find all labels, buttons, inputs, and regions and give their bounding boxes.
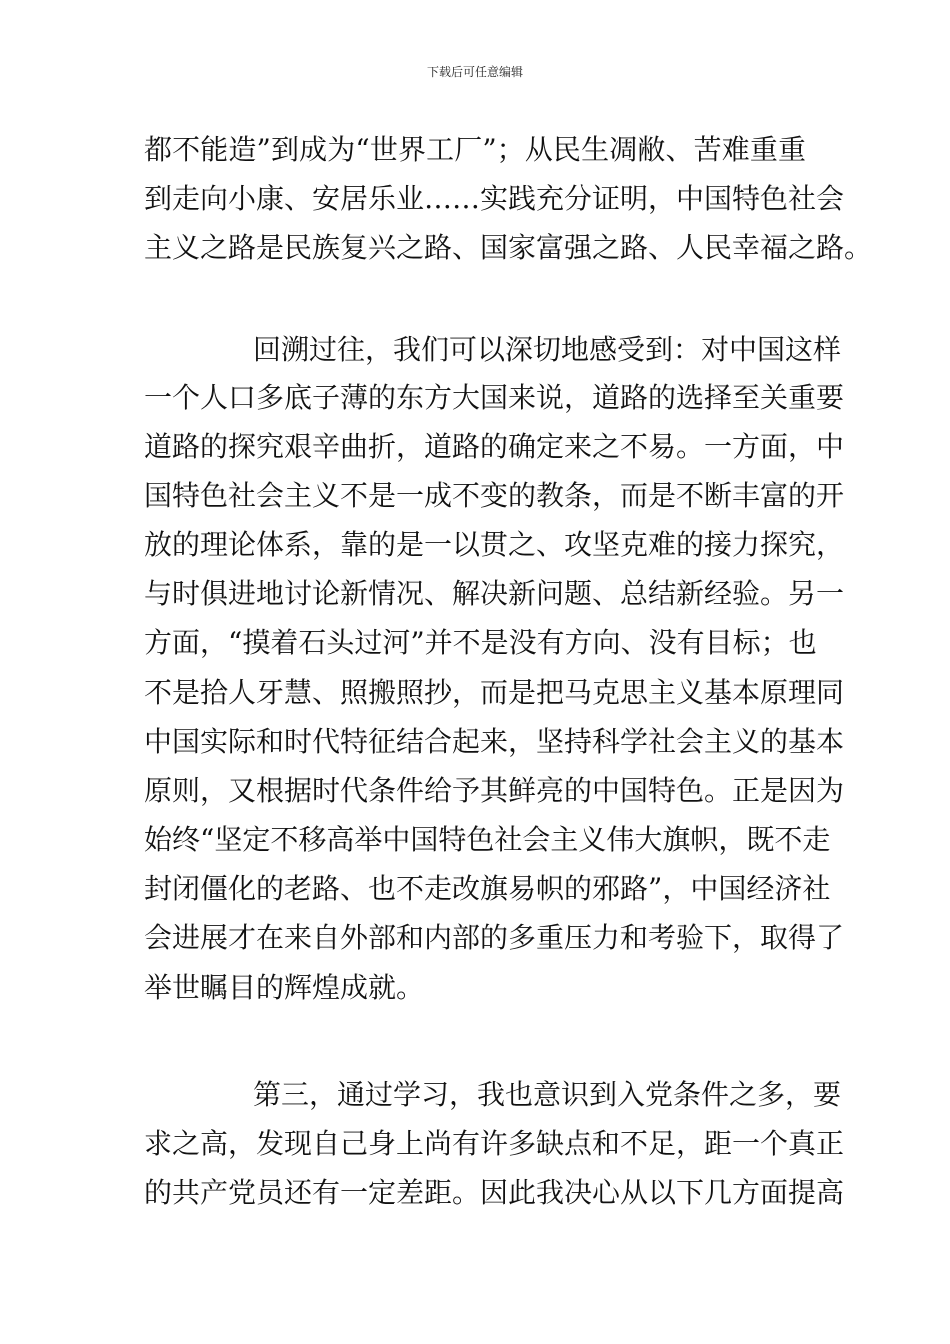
paragraph-3-line-2: 求之高，发现自己身上尚有许多缺点和不足，距一个真正 (144, 1127, 845, 1160)
paragraph-3-line-1: 第三，通过学习，我也意识到入党条件之多，要 (253, 1078, 842, 1111)
paragraph-2-line-8: 不是拾人牙慧、照搬照抄，而是把马克思主义基本原理同 (144, 676, 845, 709)
paragraph-2-line-14: 举世瞩目的辉煌成就。 (144, 971, 425, 1004)
paragraph-2-line-12: 封闭僵化的老路、也不走改旗易帜的邪路”，中国经济社 (144, 872, 831, 905)
paragraph-2-line-3: 道路的探究艰辛曲折，道路的确定来之不易。一方面，中 (144, 430, 845, 463)
page-header: 下载后可任意编辑 (426, 65, 523, 79)
paragraph-2-line-9: 中国实际和时代特征结合起来，坚持科学社会主义的基本 (144, 725, 845, 758)
paragraph-2-line-1: 回溯过往，我们可以深切地感受到：对中国这样 (253, 333, 842, 366)
paragraph-2-line-5: 放的理论体系，靠的是一以贯之、攻坚克难的接力探究， (144, 528, 845, 561)
paragraph-2-line-11: 始终“坚定不移高举中国特色社会主义伟大旗帜，既不走 (144, 823, 831, 856)
paragraph-2-line-10: 原则，又根据时代条件给予其鲜亮的中国特色。正是因为 (144, 774, 845, 807)
paragraph-2-line-13: 会进展才在来自外部和内部的多重压力和考验下，取得了 (144, 921, 845, 954)
paragraph-2-line-7: 方面，“摸着石头过河”并不是没有方向、没有目标；也 (144, 626, 817, 659)
paragraph-2-line-2: 一个人口多底子薄的东方大国来说，道路的选择至关重要 (144, 381, 845, 414)
paragraph-1-line-1: 都不能造”到成为“世界工厂”；从民生凋敝、苦难重重 (144, 133, 806, 166)
paragraph-2-line-4: 国特色社会主义不是一成不变的教条，而是不断丰富的开 (144, 479, 845, 512)
paragraph-1-line-2: 到走向小康、安居乐业……实践充分证明，中国特色社会 (144, 182, 845, 215)
paragraph-3-line-3: 的共产党员还有一定差距。因此我决心从以下几方面提高 (144, 1176, 845, 1209)
paragraph-2-line-6: 与时俱进地讨论新情况、解决新问题、总结新经验。另一 (144, 577, 845, 610)
paragraph-1-line-3: 主义之路是民族复兴之路、国家富强之路、人民幸福之路。 (144, 231, 873, 264)
